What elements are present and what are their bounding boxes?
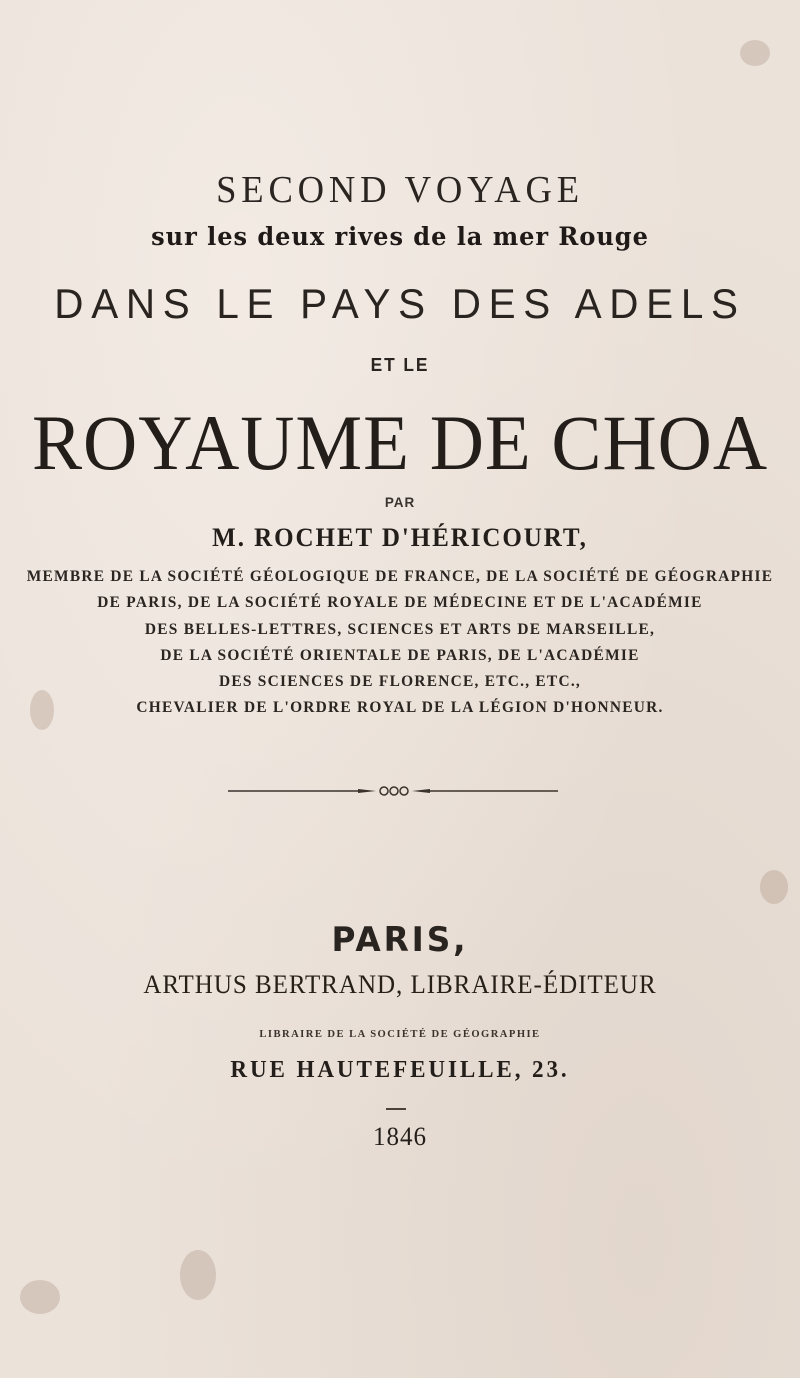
title-line-4: ET LE bbox=[370, 355, 430, 375]
credential-line: DES SCIENCES DE FLORENCE, ETC., ETC., bbox=[218, 673, 582, 690]
credential-line: DES BELLES-LETTRES, SCIENCES ET ARTS DE MARSEILLE, bbox=[144, 621, 656, 638]
title-line-5: ROYAUME DE CHOA bbox=[31, 399, 769, 486]
short-divider bbox=[386, 1108, 406, 1110]
foxing-spot bbox=[180, 1250, 216, 1300]
foxing-spot bbox=[760, 870, 788, 904]
publisher-name: ARTHUS BERTRAND, LIBRAIRE-ÉDITEUR bbox=[143, 970, 657, 999]
publication-year: 1846 bbox=[373, 1122, 427, 1151]
publisher-note: LIBRAIRE DE LA SOCIÉTÉ DE GÉOGRAPHIE bbox=[259, 1028, 541, 1040]
imprint-city: PARIS, bbox=[331, 920, 469, 960]
title-line-2: sur les deux rives de la mer Rouge bbox=[151, 222, 649, 251]
credential-line: DE LA SOCIÉTÉ ORIENTALE DE PARIS, DE L'ACADÉMIE bbox=[160, 647, 640, 664]
credential-line: CHEVALIER DE L'ORDRE ROYAL DE LA LÉGION D'HONNEUR. bbox=[136, 699, 664, 716]
by-label: PAR bbox=[384, 494, 416, 510]
ornamental-rule bbox=[228, 784, 558, 798]
author-name: M. ROCHET D'HÉRICOURT, bbox=[212, 523, 588, 552]
foxing-spot bbox=[20, 1280, 60, 1314]
title-line-3: DANS LE PAYS DES ADELS bbox=[54, 280, 746, 327]
title-line-1: SECOND VOYAGE bbox=[216, 169, 584, 211]
foxing-spot bbox=[740, 40, 770, 66]
credential-line: MEMBRE DE LA SOCIÉTÉ GÉOLOGIQUE DE FRANCE, DE LA SOCIÉTÉ DE GÉOGRAPHIE bbox=[26, 568, 774, 585]
publisher-address: RUE HAUTEFEUILLE, 23. bbox=[230, 1057, 570, 1083]
credential-line: DE PARIS, DE LA SOCIÉTÉ ROYALE DE MÉDECINE ET DE L'ACADÉMIE bbox=[97, 594, 703, 611]
